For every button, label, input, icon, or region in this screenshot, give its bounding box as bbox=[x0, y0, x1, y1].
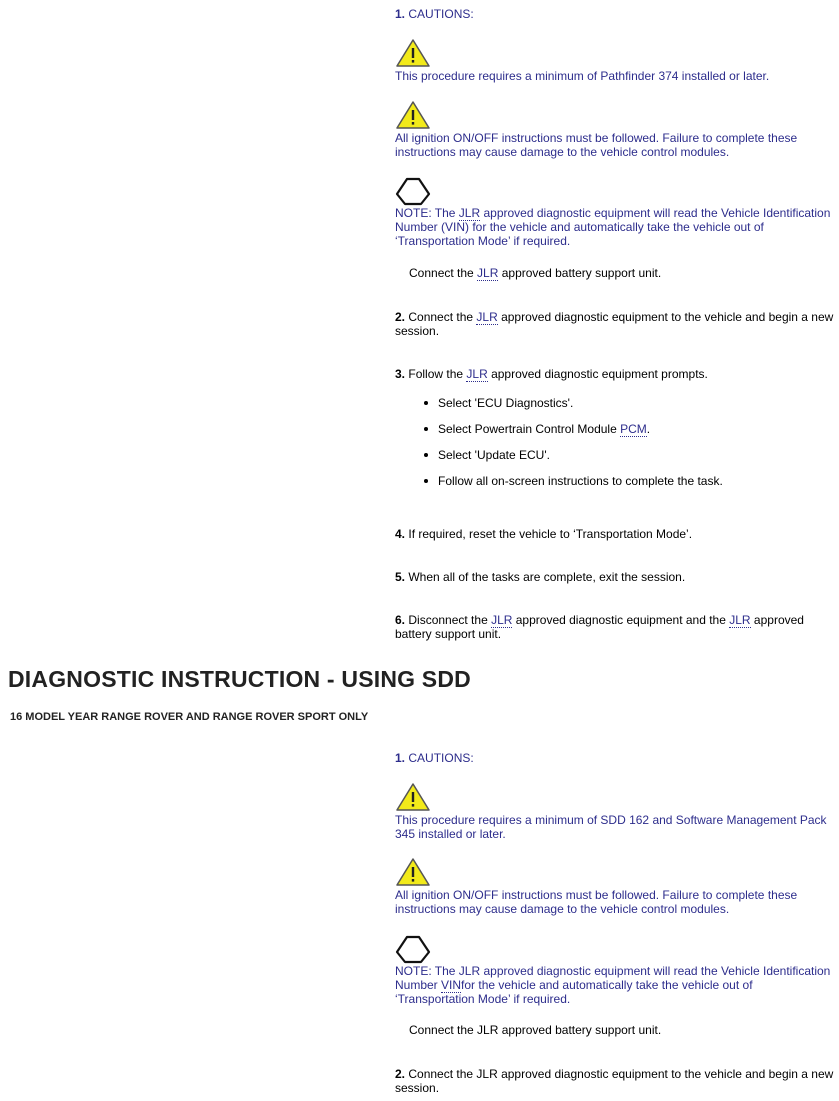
step-number: 4. bbox=[395, 527, 406, 541]
step-number: 3. bbox=[395, 367, 406, 381]
step-number: 2. bbox=[395, 310, 406, 324]
note-icon bbox=[395, 176, 431, 206]
text: Connect the JLR approved diagnostic equipment to the vehicle and begin a new session. bbox=[395, 1067, 834, 1095]
vin-abbr[interactable]: VIN bbox=[441, 978, 462, 992]
cautions-label: CAUTIONS: bbox=[408, 751, 474, 765]
jlr-abbr[interactable]: JLR bbox=[477, 266, 499, 280]
text: approved diagnostic equipment prompts. bbox=[487, 367, 708, 381]
warning-icon bbox=[395, 782, 431, 812]
section1-caution2: All ignition ON/OFF instructions must be followed. Failure to complete these instructions may cause damage to the vehicle control modules. bbox=[395, 131, 798, 159]
cautions-label: CAUTIONS: bbox=[408, 7, 474, 21]
step-number: 1. bbox=[395, 7, 406, 21]
note-text: approved diagnostic equipment will read the bbox=[480, 206, 721, 220]
section1-step6 bbox=[395, 613, 835, 641]
text: Select 'Update ECU'. bbox=[438, 448, 550, 462]
step-number: 6. bbox=[395, 613, 406, 627]
note-icon bbox=[395, 934, 431, 964]
section1-step4 bbox=[395, 527, 835, 541]
list-item bbox=[420, 474, 820, 500]
pcm-abbr[interactable]: PCM bbox=[620, 422, 647, 436]
section2-step1 bbox=[395, 751, 835, 765]
warning-icon bbox=[395, 857, 431, 887]
jlr-abbr[interactable]: JLR bbox=[466, 367, 488, 381]
text: Connect the bbox=[408, 310, 477, 324]
page-heading: DIAGNOSTIC INSTRUCTION - USING SDD bbox=[8, 666, 471, 692]
list-item bbox=[420, 396, 820, 422]
section1-step3 bbox=[395, 367, 835, 381]
note-text: for the vehicle and automatically take the vehicle out of ‘Transportation Mode’ if required. bbox=[395, 220, 764, 248]
section2-caution1: This procedure requires a minimum of SDD 162 and Software Management Pack 345 installed or later. bbox=[395, 813, 827, 841]
text: When all of the tasks are complete, exit the session. bbox=[408, 570, 686, 584]
text: Follow the bbox=[408, 367, 467, 381]
list-item bbox=[420, 448, 820, 474]
jlr-abbr[interactable]: JLR bbox=[476, 310, 498, 324]
section1-connect-support bbox=[395, 266, 839, 280]
section2-step2 bbox=[395, 1067, 835, 1095]
vin-link[interactable]: Vehicle Identification Number (VIN) bbox=[395, 206, 831, 234]
jlr-abbr[interactable]: JLR bbox=[491, 613, 513, 627]
text: approved battery support unit. bbox=[498, 266, 662, 280]
step3-bullet-list bbox=[420, 396, 820, 500]
warning-icon bbox=[395, 38, 431, 68]
text: If required, reset the vehicle to ‘Transportation Mode’. bbox=[408, 527, 693, 541]
step-number: 5. bbox=[395, 570, 406, 584]
section1-caution1: This procedure requires a minimum of Pathfinder 374 installed or later. bbox=[395, 69, 770, 83]
page-subheading: 16 MODEL YEAR RANGE ROVER AND RANGE ROVER SPORT ONLY bbox=[10, 711, 369, 723]
text: Connect the bbox=[409, 266, 478, 280]
jlr-abbr[interactable]: JLR bbox=[458, 206, 481, 220]
step-number: 1. bbox=[395, 751, 406, 765]
text: approved battery support unit. bbox=[395, 613, 804, 641]
text: Follow all on-screen instructions to complete the task. bbox=[438, 474, 723, 488]
section2-connect-support: Connect the JLR approved battery support unit. bbox=[409, 1023, 662, 1037]
text: Select Powertrain Control Module bbox=[438, 422, 621, 436]
step-number: 2. bbox=[395, 1067, 406, 1081]
note-text: NOTE: The JLR approved diagnostic equipment will read the Vehicle Identification Number bbox=[395, 964, 831, 992]
text: approved diagnostic equipment and the bbox=[512, 613, 730, 627]
jlr-abbr[interactable]: JLR bbox=[729, 613, 751, 627]
text: . bbox=[646, 422, 651, 436]
warning-icon bbox=[395, 100, 431, 130]
section1-step5 bbox=[395, 570, 835, 584]
section2-caution2: All ignition ON/OFF instructions must be followed. Failure to complete these instructions may cause damage to the vehicle control modules. bbox=[395, 888, 798, 916]
text: Disconnect the bbox=[408, 613, 492, 627]
list-item bbox=[420, 422, 820, 448]
note-text: for the vehicle and automatically take the vehicle out of ‘Transportation Mode’ if required. bbox=[395, 978, 753, 1006]
section1-step2 bbox=[395, 310, 835, 338]
section2-note bbox=[395, 964, 835, 1006]
text: approved diagnostic equipment to the vehicle and begin a new session. bbox=[395, 310, 834, 338]
section1-step1 bbox=[395, 7, 835, 21]
section1-note bbox=[395, 206, 835, 248]
text: Select 'ECU Diagnostics'. bbox=[438, 396, 574, 410]
note-text: NOTE: The bbox=[395, 206, 459, 220]
